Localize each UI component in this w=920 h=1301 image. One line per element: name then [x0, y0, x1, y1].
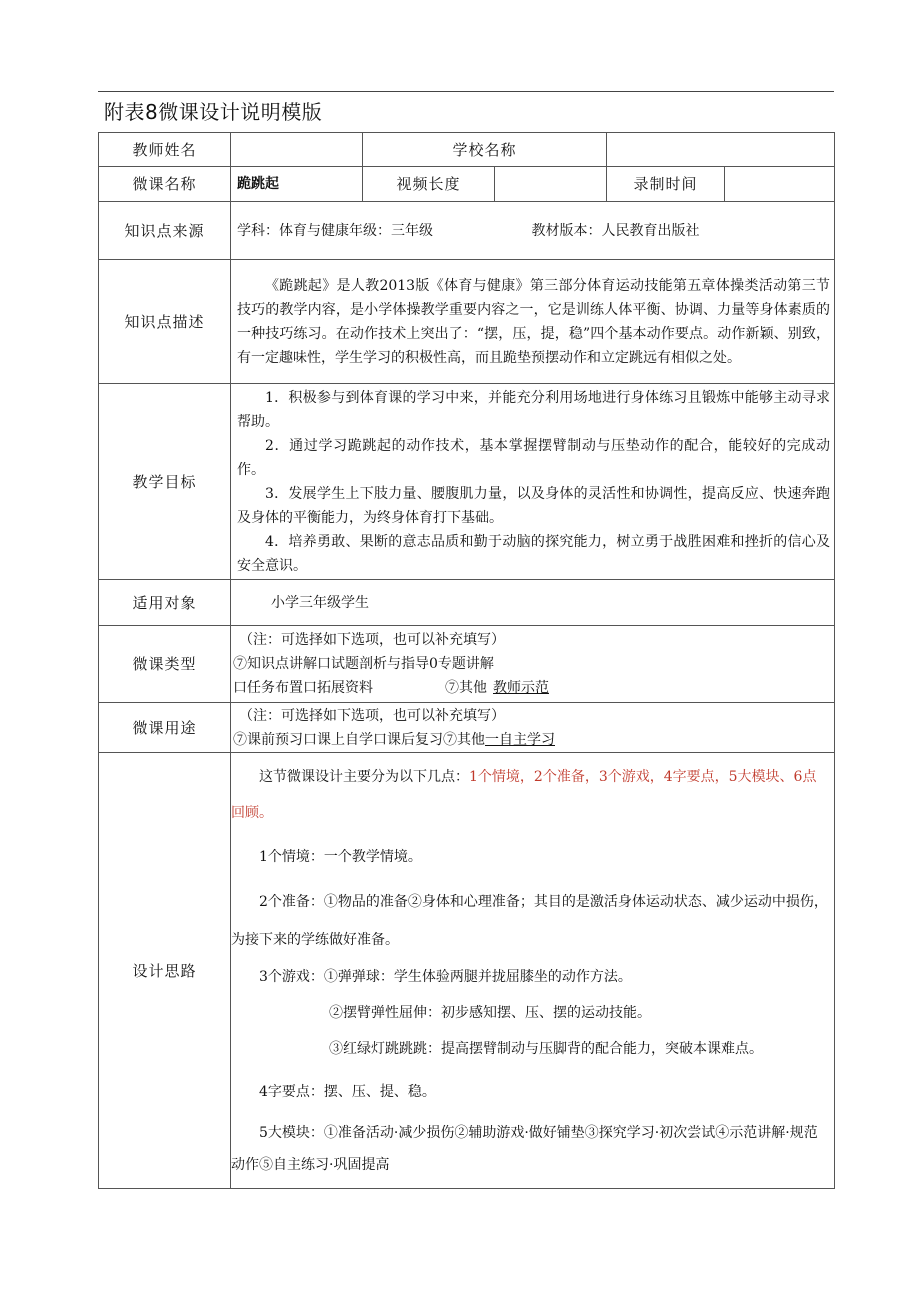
- goal-item: 2．通过学习跪跳起的动作技术，基本掌握摆臂制动与压垫动作的配合，能较好的完成动作。: [237, 437, 831, 478]
- source-subject: 学科：体育与健康年级：三年级: [237, 222, 433, 239]
- school-label: 学校名称: [363, 133, 607, 167]
- description-cell: [231, 260, 835, 384]
- teacher-value[interactable]: [231, 133, 363, 167]
- use-cell: [231, 703, 835, 753]
- row-course: [99, 167, 835, 202]
- design-point-3: 3个游戏：①弹弹球：学生体验两腿并拢屈膝坐的动作方法。: [259, 969, 632, 985]
- goals-label: 教学目标: [99, 384, 231, 580]
- design-point-2: 2个准备：①物品的准备②身体和心理准备；其目的是激活身体运动状态、减少运动中损伤，为接下来的学练做好准备。: [231, 894, 828, 948]
- type-other: ⑦其他: [445, 680, 487, 696]
- record-time-label: 录制时间: [607, 167, 725, 202]
- row-teacher: [99, 133, 835, 167]
- design-point-3c: ③红绿灯跳跳跳：提高摆臂制动与压脚背的配合能力，突破本课难点。: [329, 1041, 763, 1057]
- design-cell: [231, 753, 835, 1189]
- design-point-4: 4字要点：摆、压、提、稳。: [259, 1084, 436, 1100]
- school-value[interactable]: [607, 133, 835, 167]
- type-options-1: ⑦知识点讲解口试题剖析与指导0专题讲解: [233, 656, 494, 672]
- type-options-2: [233, 676, 832, 700]
- use-label: 微课用途: [99, 703, 231, 753]
- target-label: 适用对象: [99, 580, 231, 626]
- goal-item: 1．积极参与到体育课的学习中来，并能充分利用场地进行身体练习且锻炼中能够主动寻求帮助。: [237, 389, 831, 430]
- header-rule: [98, 91, 834, 92]
- row-use: [99, 703, 835, 753]
- type-label: 微课类型: [99, 626, 231, 703]
- row-target: [99, 580, 835, 626]
- design-point-3b: ②摆臂弹性屈伸：初步感知摆、压、摆的运动技能。: [329, 1005, 651, 1021]
- type-note: （注：可选择如下选项，也可以补充填写）: [239, 632, 505, 648]
- type-option-group: 口任务布置口拓展资料: [233, 680, 373, 696]
- description-text: 《跪跳起》是人教2013版《体育与健康》第三部分体育运动技能第五章体操类活动第三节技巧的教学内容，是小学体操教学重要内容之一，它是训练人体平衡、协调、力量等身体素质的一种技巧练习。在动作技术上突出了：“摆，压，提，稳”四个基本动作要点。动作新颖、别致，有一定趣味性，学生学习的积极性高，而且跪垫预摆动作和立定跳远有相似之处。: [237, 277, 831, 366]
- course-label: 微课名称: [99, 167, 231, 202]
- design-summary: 1个情境，2个准备，3个游戏，4字要点，5大模块、6点回顾。: [231, 769, 817, 821]
- use-note: （注：可选择如下选项，也可以补充填写）: [239, 707, 505, 724]
- video-length-value[interactable]: [495, 167, 607, 202]
- record-time-value[interactable]: [725, 167, 835, 202]
- use-option-group: ⑦课前预习口课上自学口课后复习⑦其他: [233, 731, 485, 748]
- design-point-1: 1个情境：一个教学情境。: [259, 849, 422, 865]
- target-value: 小学三年级学生: [231, 580, 835, 626]
- goals-cell: [231, 384, 835, 580]
- use-options: [233, 728, 832, 752]
- type-other-value: 教师示范: [493, 680, 549, 696]
- row-goals: [99, 384, 835, 580]
- source-label: 知识点来源: [99, 202, 231, 260]
- type-cell: [231, 626, 835, 703]
- design-form-table: [98, 132, 835, 1189]
- row-source: [99, 202, 835, 260]
- use-other-value: 一自主学习: [485, 731, 555, 748]
- page-title: 附表8微课设计说明模版: [104, 100, 323, 124]
- design-label: 设计思路: [99, 753, 231, 1189]
- row-type: [99, 626, 835, 703]
- video-length-label: 视频长度: [363, 167, 495, 202]
- teacher-label: 教师姓名: [99, 133, 231, 167]
- description-label: 知识点描述: [99, 260, 231, 384]
- row-description: [99, 260, 835, 384]
- row-design: [99, 753, 835, 1189]
- source-cell: [231, 202, 835, 260]
- design-intro: 这节微课设计主要分为以下几点：1个情境，2个准备，3个游戏，4字要点，5大模块、6点回顾。: [231, 769, 817, 821]
- design-point-5: 5大模块：①准备活动·减少损伤②辅助游戏·做好铺垫③探究学习·初次尝试④示范讲解·规范动作⑤自主练习·巩固提高: [231, 1125, 818, 1173]
- course-value[interactable]: 跪跳起: [231, 167, 363, 202]
- goal-item: 3．发展学生上下肢力量、腰腹肌力量，以及身体的灵活性和协调性，提高反应、快速奔跑及身体的平衡能力，为终身体育打下基础。: [237, 485, 831, 526]
- goal-item: 4．培养勇敢、果断的意志品质和勤于动脑的探究能力，树立勇于战胜困难和挫折的信心及安全意识。: [237, 533, 831, 574]
- source-textbook: 教材版本：人民教育出版社: [531, 222, 700, 239]
